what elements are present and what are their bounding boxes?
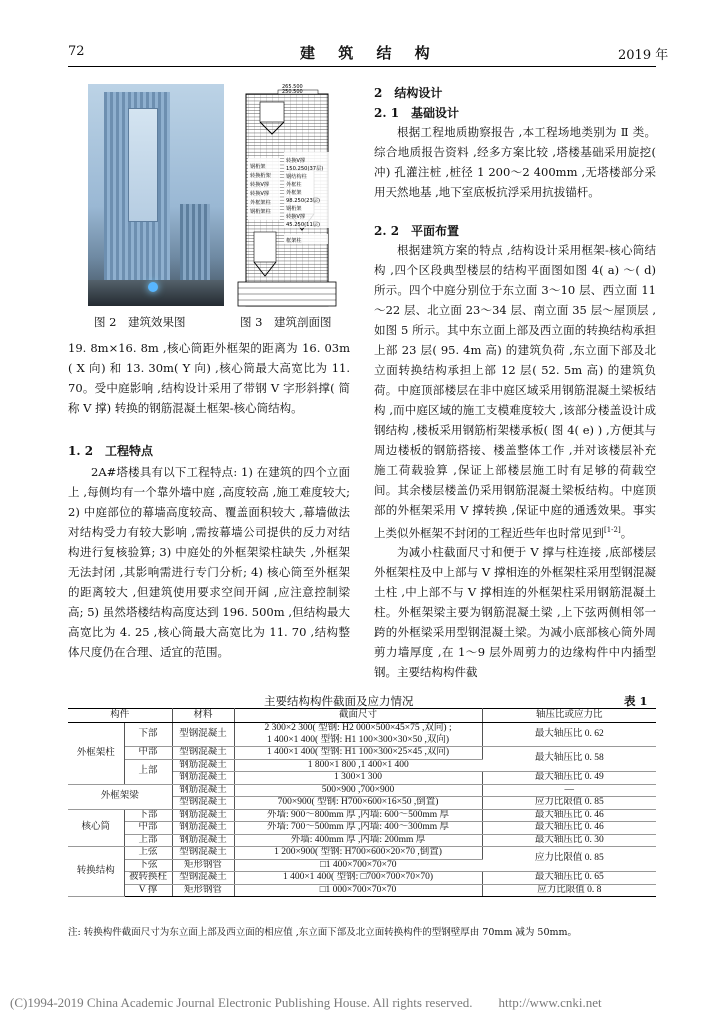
label-l12: 钢桁架柱: [250, 209, 271, 215]
table-row: [68, 834, 656, 847]
label-e1: 150.250(37层): [286, 166, 324, 172]
group-label: 核心筒: [68, 809, 124, 847]
label-e2: 98.250(23层): [286, 198, 320, 204]
ratio-cell: 应力比限值 0. 85: [482, 797, 656, 810]
label-l1: 钢桁架: [250, 164, 266, 170]
material-cell: 型钢混凝土: [172, 723, 234, 747]
figure-3-caption: 图 3 建筑剖面图: [240, 315, 332, 329]
label-e3: 45.250(11层): [286, 222, 320, 228]
plaza-light: [148, 282, 158, 292]
sub-label: 下部: [124, 809, 172, 822]
section-cell: □1 000×700×70×70: [234, 884, 482, 897]
section-cell: 1 400×1 400( 型钢: H1 100×300×25×45 ,双向): [234, 747, 482, 760]
ratio-cell: 最大轴压比 0. 62: [482, 723, 656, 747]
group-label: 外框架梁: [68, 784, 172, 809]
table-number: 表 1: [624, 694, 648, 708]
sub-label: 下部: [124, 723, 172, 747]
paragraph-layout: [374, 240, 656, 543]
label-l10: 转换V撑: [250, 191, 270, 197]
label-l4: 钢结构柱: [286, 174, 307, 180]
paragraph-layout-end: 。: [620, 525, 633, 540]
material-cell: 矩形钢管: [172, 884, 234, 897]
atrium-void: [128, 108, 158, 222]
section-cell: 1 400×1 400( 型钢: □700×700×70×70): [234, 872, 482, 885]
col-header-material: 材料: [172, 709, 234, 723]
section-cell: 1 800×1 800 ,1 400×1 400: [234, 759, 482, 772]
sub-label: 上弦: [124, 847, 172, 860]
sub-label: 上部: [124, 834, 172, 847]
material-cell: 矩形钢管: [172, 859, 234, 872]
material-cell: 钢筋混凝土: [172, 834, 234, 847]
structural-members-table: [68, 708, 656, 897]
ratio-cell: —: [482, 784, 656, 797]
ratio-cell: 最大轴压比 0. 46: [482, 822, 656, 835]
section-cell: 外墙: 900～800mm 厚 ,内墙: 600～500mm 厚: [234, 809, 482, 822]
paragraph-layout-text: 根据建筑方案的特点 ,结构设计采用框架-核心筒结构 ,四个区段典型楼层的结构平面图如图 4( a) ～( d) 所示。四个中庭分别位于东立面 3～10 层、西立面 11～22 层、北立面 23～34 层、南立面 35 层～屋顶层 ,如图 5 所示。其中东立面上部及西立面的转换结构承担上部 23 层( 95. 4m 高) 的建筑负荷 ,东立面下部及北立面转换结构承担上部 12 层( 52. 5m 高) 的建筑负荷。中庭顶部楼层在非中庭区域采用钢筋混凝土梁板结构 ,而中庭区域的施工支模难度较大 ,该部分楼盖设计成钢结构 ,楼板采用钢筋桁架楼承板( 图 4( e) ) ,方便其与周边楼板的钢筋搭接、楼盖整体工作 ,并对该楼层补充施工荷载验算 ,保证上部楼层施工时有足够的荷载空间。其余楼层楼盖仍采用钢筋混凝土梁板结构。中庭顶部的外框架采用 V 撑转换 ,保证中庭的通透效果。事实上类似外框架不封闭的工程近些年也时常见到: [374, 243, 656, 540]
label-l8: 钢桁架: [286, 206, 302, 212]
section-cell: □1 400×700×70×70: [234, 859, 482, 872]
copyright-footer: (C)1994-2019 China Academic Journal Electronic Publishing House. All rights reserved. http://www.cnki.net: [10, 995, 602, 1010]
col-header-member: 构件: [68, 709, 172, 723]
section-cell: 外墙: 400mm 厚 ,内墙: 200mm 厚: [234, 834, 482, 847]
material-cell: 钢筋混凝土: [172, 772, 234, 785]
table-note: 注: 转换构件截面尺寸为东立面上部及西立面的相应值 ,东立面下部及北立面转换构件的型钢壁厚由 70mm 减为 50mm。: [68, 927, 578, 938]
table-row: [68, 822, 656, 835]
section-cell: 2 300×2 300( 型钢: H2 000×500×45×75 ,双向) ; 1 400×1 400( 型钢: H1 100×300×30×50 ,双向): [234, 723, 482, 747]
ratio-cell: 最大轴压比 0. 30: [482, 834, 656, 847]
building-section-drawing: [224, 82, 350, 308]
page-number: 72: [68, 44, 85, 59]
building-rendering-image: [88, 84, 224, 306]
paragraph-column: 为减小柱截面尺寸和便于 V 撑与柱连接 ,底部楼层外框架柱及中上部与 V 撑相连的外框架柱采用型钢混凝土柱 ,中上部不与 V 撑相连的外框架柱采用钢筋混凝土柱。外框架梁主要为钢筋混凝土梁 ,上下弦两侧相邻一跨的外框梁采用型钢混凝土梁。为减小底部核心筒外周剪力墙厚度 ,在 1～9 层外周剪力的边缘构件中内插型钢。主要结构构件截: [374, 545, 656, 679]
table-header-row: [68, 709, 656, 723]
table-row: [68, 847, 656, 860]
material-cell: 钢筋混凝土: [172, 784, 234, 797]
label-l6b: 外框柱: [286, 182, 302, 188]
section-heading-2-1: 2. 1 基础设计: [374, 106, 460, 120]
journal-year: 2019 年: [618, 48, 669, 63]
sub-label: 中部: [124, 747, 172, 760]
sub-label: 上部: [124, 759, 172, 784]
sub-label: 中部: [124, 822, 172, 835]
label-l3: 转换桁架: [250, 173, 271, 179]
paragraph-features: 2A#塔楼具有以下工程特点: 1) 在建筑的四个立面上 ,每侧均有一个靠外墙中庭 ,高度较高 ,施工难度较大; 2) 中庭部位的幕墙高度较高、覆盖面积较大 ,幕墙做法对结构受力有较大影响 ,需按幕墙公司提供的反力对结构进行复核验算; 3) 中庭处的外框架梁柱缺失 ,外框架无法封闭 ,其影响需进行专门分析; 4) 核心筒至外框架的距离较大 ,但建筑使用要求空间开阔 ,应注意控制梁高; 5) 虽然塔楼结构高度达到 196. 500m ,但结构最大高宽比为 4. 25 ,核心筒最大高宽比为 11. 70 ,结构整体尺度仍在合理、适宜的范围。: [68, 465, 350, 659]
sub-label: V 撑: [124, 884, 172, 897]
ratio-cell: 应力比限值 0. 8: [482, 884, 656, 897]
section-cell: 1 200×900( 型钢: H700×600×20×70 ,倒置): [234, 847, 482, 860]
material-cell: 钢筋混凝土: [172, 759, 234, 772]
main-tower: [104, 92, 170, 306]
ratio-cell: 应力比限值 0. 85: [482, 847, 656, 872]
ratio-cell: 最大轴压比 0. 46: [482, 809, 656, 822]
col-header-ratio: 轴压比或应力比: [482, 709, 656, 723]
table-row: [68, 809, 656, 822]
elev-top-2: 250.500: [282, 89, 303, 95]
figure-2-caption: 图 2 建筑效果图: [94, 315, 186, 329]
header-rule: [68, 66, 656, 67]
ratio-cell: 最大轴压比 0. 65: [482, 872, 656, 885]
section-cell: 700×900( 型钢: H700×600×16×50 ,倒置): [234, 797, 482, 810]
material-cell: 型钢混凝土: [172, 797, 234, 810]
journal-title: 建 筑 结 构: [300, 44, 439, 62]
col-header-section: 截面尺寸: [234, 709, 482, 723]
label-l9: 转换V撑: [286, 214, 306, 220]
label-l5: 转换V撑: [250, 182, 270, 188]
group-label: 外框架柱: [68, 723, 124, 785]
ratio-cell: 最大轴压比 0. 58: [482, 747, 656, 772]
paragraph-foundation: 根据工程地质勘察报告 ,本工程场地类别为 Ⅱ 类。综合地质报告资料 ,经多方案比较 ,塔楼基础采用旋挖( 冲) 孔灌注桩 ,桩径 1 200～2 400mm ,无塔楼部分采用天然地基 ,地下室底板抗浮采用抗拔锚杆。: [374, 125, 656, 199]
sub-label: 被转换柱: [124, 872, 172, 885]
table-row: [68, 723, 656, 747]
ratio-cell: 最大轴压比 0. 49: [482, 772, 656, 785]
material-cell: 钢筋混凝土: [172, 822, 234, 835]
table-row: [68, 872, 656, 885]
material-cell: 钢筋混凝土: [172, 809, 234, 822]
section-cell: 500×900 ,700×900: [234, 784, 482, 797]
section-cell: 外墙: 700～500mm 厚 ,内墙: 400～300mm 厚: [234, 822, 482, 835]
section-heading-2: 2 结构设计: [374, 86, 443, 100]
label-l6: 转换V撑: [286, 158, 306, 164]
section-heading-2-2: 2. 2 平面布置: [374, 224, 460, 238]
elev-top: 265.500: [282, 84, 303, 90]
material-cell: 型钢混凝土: [172, 747, 234, 760]
citation-ref: [1-2]: [604, 526, 621, 534]
table-row: [68, 747, 656, 760]
section-heading-1-2: 1. 2 工程特点: [68, 444, 154, 458]
label-l13: 框架柱: [286, 238, 302, 244]
table-row: [68, 784, 656, 797]
label-l11: 外框架柱: [250, 200, 271, 206]
group-label: 转换结构: [68, 847, 124, 897]
table-title: 主要结构构件截面及应力情况: [264, 694, 414, 708]
paragraph-intro: 19. 8m×16. 8m ,核心筒距外框架的距离为 16. 03m ( X 向) 和 13. 30m( Y 向) ,核心筒最大高宽比为 11. 70。受中庭影响 ,结构设计采用了带钢 V 字形斜撑( 简称 V 撑) 转换的钢筋混凝土框架-核心筒结构。: [68, 341, 350, 415]
material-cell: 型钢混凝土: [172, 872, 234, 885]
label-l7: 外框架: [286, 190, 302, 196]
material-cell: 型钢混凝土: [172, 847, 234, 860]
section-cell: 1 300×1 300: [234, 772, 482, 785]
sub-label: 下弦: [124, 859, 172, 872]
table-row: [68, 884, 656, 897]
